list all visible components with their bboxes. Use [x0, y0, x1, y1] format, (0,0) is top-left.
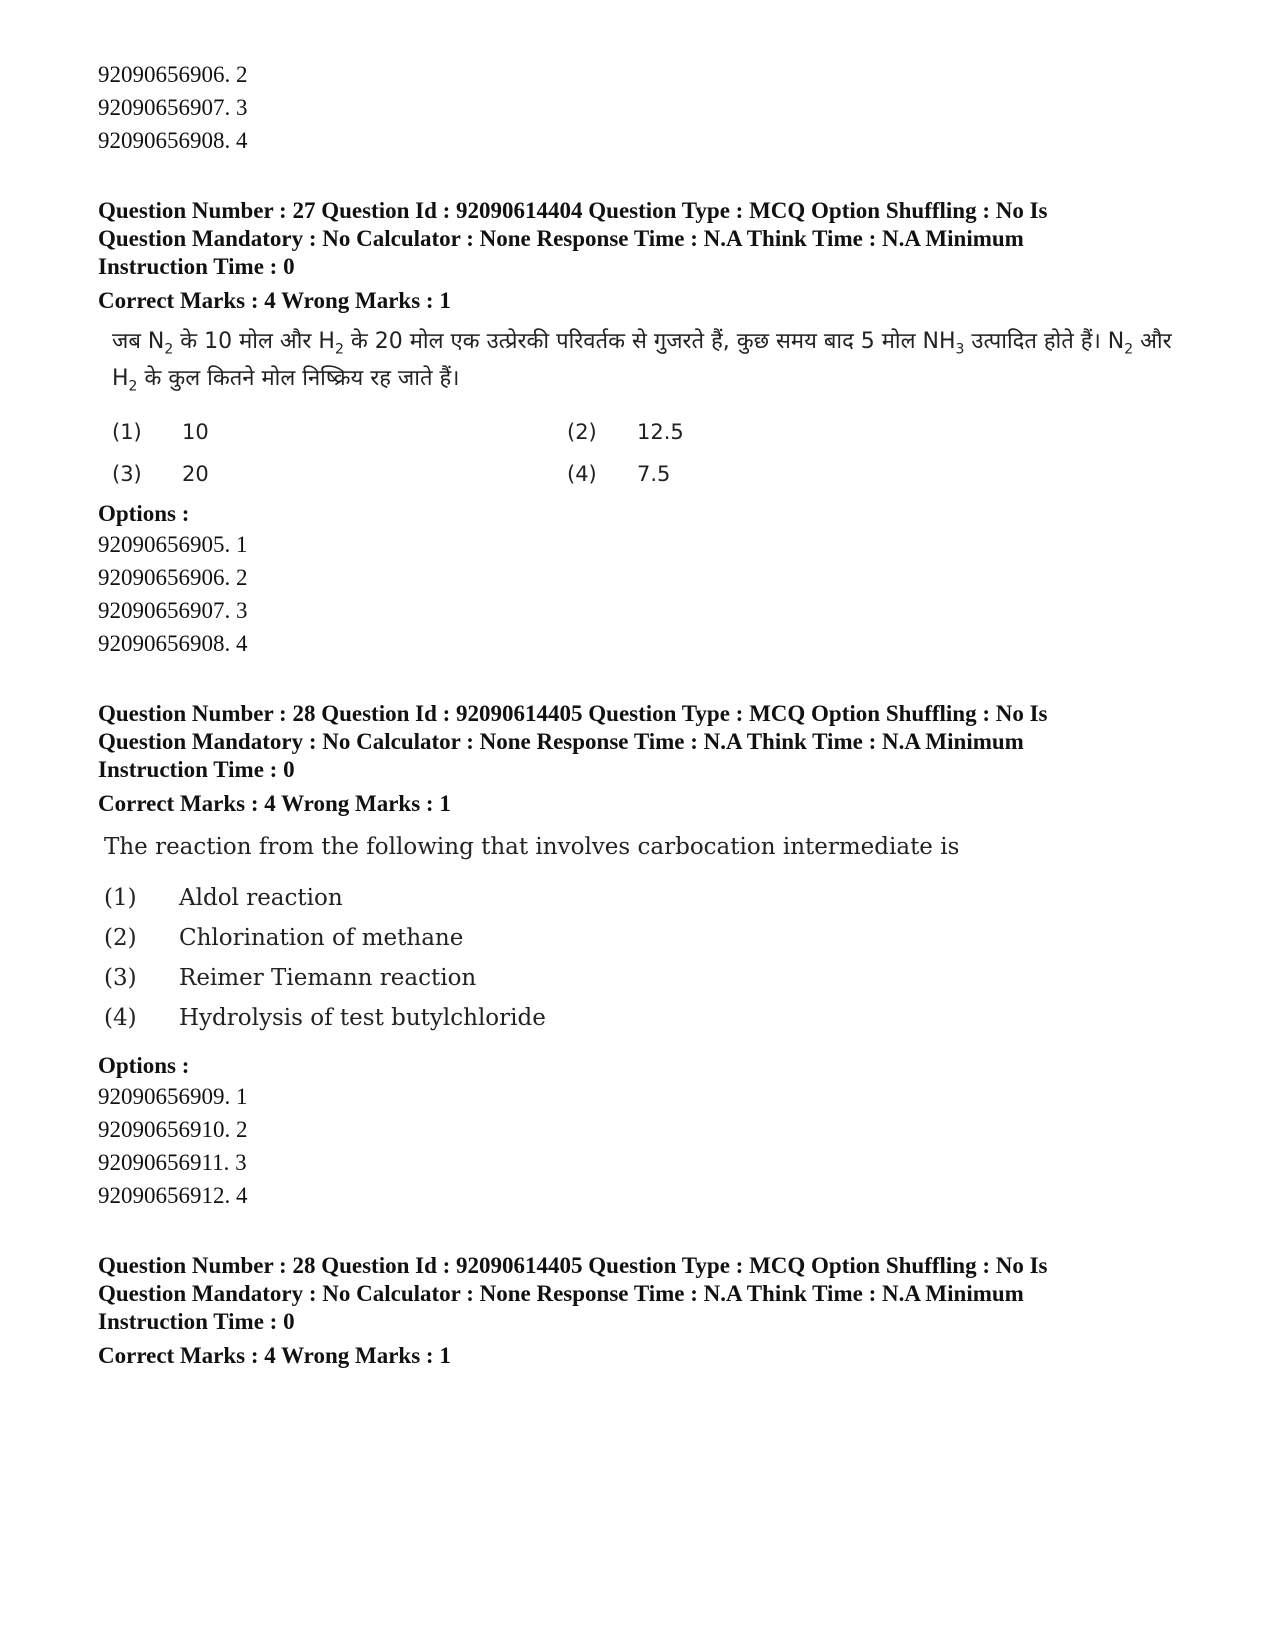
choice-1: (1) Aldol reaction: [104, 884, 343, 911]
question-header-line: Question Mandatory : No Calculator : None Response Time : N.A Think Time : N.A Minimum: [98, 1280, 1024, 1306]
question-header-line: Question Number : 28 Question Id : 92090614405 Question Type : MCQ Option Shuffling : No Is: [98, 1252, 1048, 1278]
question-header-line: Question Mandatory : No Calculator : None Response Time : N.A Think Time : N.A Minimum: [98, 226, 1024, 251]
question-header-line: Instruction Time : 0: [98, 254, 295, 279]
choice-4: (4) Hydrolysis of test butylchloride: [104, 1004, 546, 1031]
choice-3: (3) Reimer Tiemann reaction: [104, 964, 477, 991]
question-text: जब $N_2$ के 10 मोल और $H_2$ के 20 मोल एक उत्प्रेरकी परिवर्तक से गुजरते हैं, कुछ समय बाद 5 मोल $NH_3$ उत्पादित होते हैं। $N_2$ और $H_2$ के कुल कितने मोल निष्क्रिय रह जाते हैं।: [112, 329, 1172, 395]
choice-2: (2) 12.5: [567, 419, 684, 444]
option-line: 92090656910. 2: [98, 1116, 248, 1142]
option-line: 92090656909. 1: [98, 1083, 248, 1109]
option-line: 92090656906. 2: [98, 62, 248, 87]
option-line: 92090656907. 3: [98, 597, 248, 623]
option-line: 92090656905. 1: [98, 531, 248, 557]
marks-line: Correct Marks : 4 Wrong Marks : 1: [98, 1342, 451, 1368]
choice-2: (2) Chlorination of methane: [104, 924, 464, 951]
options-label: Options :: [98, 500, 190, 526]
question-text: The reaction from the following that involves carbocation intermediate is: [104, 833, 960, 860]
option-line: 92090656911. 3: [98, 1149, 247, 1175]
option-line: 92090656907. 3: [98, 95, 248, 120]
choices-list: [104, 878, 1188, 1038]
question-header-line: Question Number : 27 Question Id : 92090614404 Question Type : MCQ Option Shuffling : No Is: [98, 198, 1048, 223]
document-page: [98, 58, 1188, 1370]
question-header-line: Question Number : 28 Question Id : 92090614405 Question Type : MCQ Option Shuffling : No Is: [98, 700, 1048, 726]
question-header-line: Question Mandatory : No Calculator : None Response Time : N.A Think Time : N.A Minimum: [98, 728, 1024, 754]
options-label: Options :: [98, 1052, 190, 1078]
option-line: 92090656906. 2: [98, 564, 248, 590]
top-options-list: [98, 58, 1188, 157]
question-header-line: Instruction Time : 0: [98, 1308, 295, 1334]
choice-4: (4) 7.5: [567, 461, 671, 486]
option-line: 92090656908. 4: [98, 630, 248, 656]
choices-grid: [112, 420, 1188, 486]
question-27: [98, 197, 1188, 660]
option-line: 92090656908. 4: [98, 128, 248, 153]
choice-3: (3) 20: [112, 461, 209, 486]
question-28-repeat: [98, 1252, 1188, 1370]
marks-line: Correct Marks : 4 Wrong Marks : 1: [98, 288, 451, 313]
question-28: [98, 700, 1188, 1212]
choice-1: (1) 10: [112, 419, 209, 444]
marks-line: Correct Marks : 4 Wrong Marks : 1: [98, 790, 451, 816]
option-line: 92090656912. 4: [98, 1182, 248, 1208]
question-header-line: Instruction Time : 0: [98, 756, 295, 782]
